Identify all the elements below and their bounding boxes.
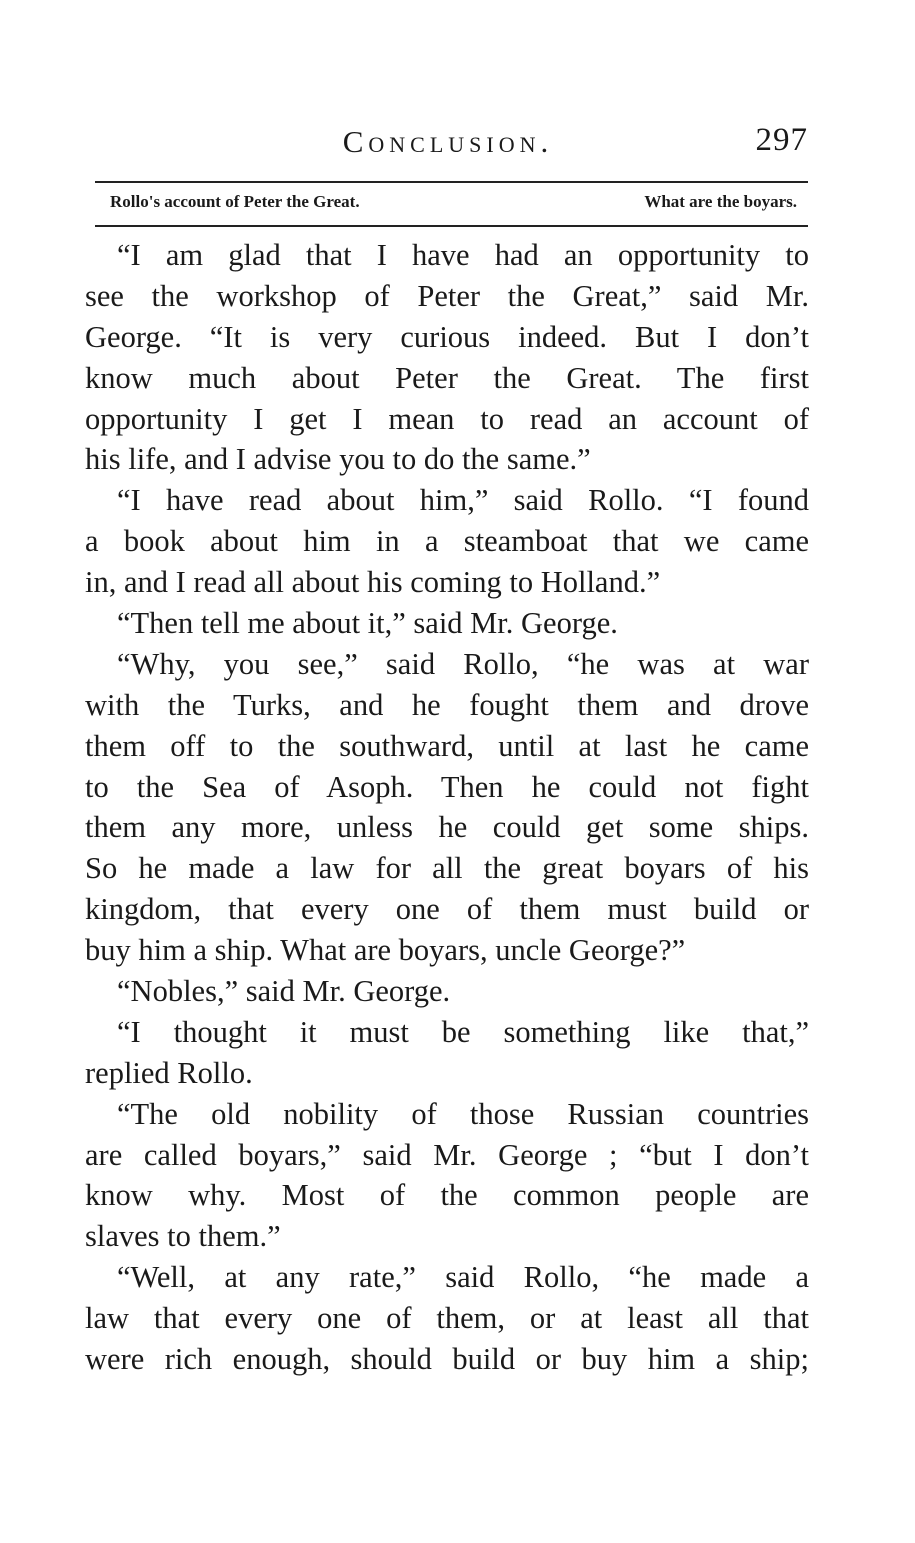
text-line: with the Turks, and he fought them and drove (85, 687, 809, 722)
text-line: them off to the southward, until at last he came (85, 728, 809, 763)
text-line: “I have read about him,” said Rollo. “I found (117, 483, 809, 518)
text-line: opportunity I get I mean to read an account of (85, 401, 809, 436)
text-line: “Nobles,” said Mr. George. (117, 974, 451, 1009)
header-rule-bottom (95, 225, 808, 227)
text-line: were rich enough, should build or buy him a ship; (85, 1342, 809, 1377)
text-line: in, and I read all about his coming to Holland.” (85, 565, 661, 600)
text-line: George. “It is very curious indeed. But I don’t (85, 319, 809, 354)
text-line: know why. Most of the common people are (85, 1178, 809, 1213)
page-number: 297 (755, 122, 808, 158)
text-line: law that every one of them, or at least all that (85, 1301, 809, 1336)
text-line: slaves to them.” (85, 1219, 281, 1254)
text-line: “I thought it must be something like that,” (117, 1014, 809, 1049)
running-head (88, 122, 808, 166)
text-line: replied Rollo. (85, 1055, 253, 1090)
chapter-title: Conclusion. (342, 124, 554, 159)
text-line: buy him a ship. What are boyars, uncle George?” (85, 933, 686, 968)
text-line: see the workshop of Peter the Great,” said Mr. (85, 278, 809, 313)
text-line: a book about him in a steamboat that we came (85, 524, 809, 559)
text-line: know much about Peter the Great. The first (85, 360, 809, 395)
text-line: “Why, you see,” said Rollo, “he was at war (117, 646, 809, 681)
text-line: are called boyars,” said Mr. George ; “but I don’t (85, 1137, 809, 1172)
header-rule-top (95, 181, 808, 183)
text-line: “The old nobility of those Russian countries (117, 1096, 809, 1131)
headline-left: Rollo's account of Peter the Great. (110, 192, 360, 211)
body-text (85, 235, 809, 1380)
text-line: So he made a law for all the great boyars of his (85, 851, 809, 886)
text-line: “Well, at any rate,” said Rollo, “he made a (117, 1260, 809, 1295)
text-line: to the Sea of Asoph. Then he could not fight (85, 769, 809, 804)
text-line: “Then tell me about it,” said Mr. George. (117, 606, 618, 641)
text-line: kingdom, that every one of them must build or (85, 892, 809, 927)
text-line: his life, and I advise you to do the same.” (85, 442, 591, 477)
text-line: “I am glad that I have had an opportunity to (117, 238, 809, 272)
headline-right: What are the boyars. (644, 192, 797, 211)
text-line: them any more, unless he could get some ships. (85, 810, 809, 845)
